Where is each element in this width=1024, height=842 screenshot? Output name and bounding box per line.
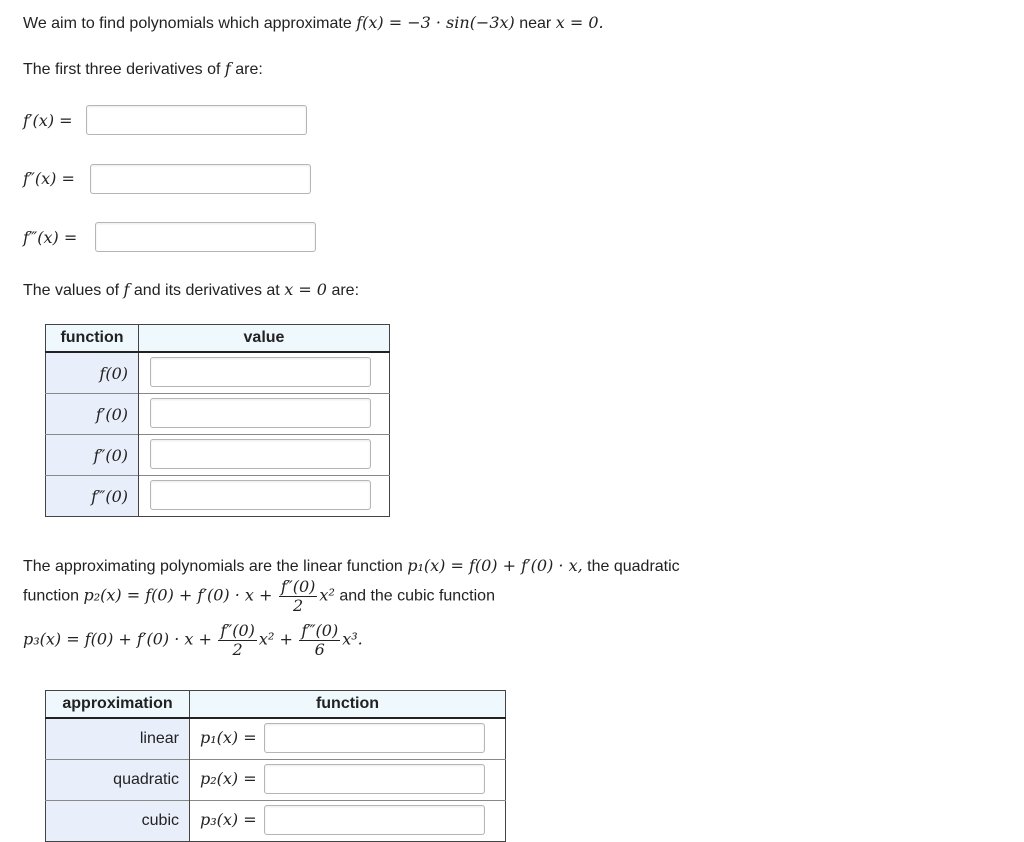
approx-table: [45, 690, 506, 842]
intro-function: f(x) = −3 · sin(−3x): [356, 13, 515, 32]
value-input-f0[interactable]: [150, 357, 371, 387]
intro-point: x = 0.: [555, 13, 604, 32]
intro-sentence: [23, 12, 604, 35]
poly-l3-fraction-b: [299, 622, 340, 659]
approx-input-linear[interactable]: [264, 723, 485, 753]
poly-l2-frac-num: f″(0): [280, 577, 316, 596]
poly-l2-fraction: [279, 578, 318, 615]
poly-l3-frac-a-den: 2: [232, 640, 243, 659]
values-table: [45, 324, 390, 517]
table-row: [46, 801, 506, 842]
poly-l3-formula: p₃(x) = f(0) + f′(0) · x +: [23, 629, 212, 649]
poly-line-3: [23, 622, 363, 659]
derivative-3-label: f‴(x) =: [23, 228, 78, 247]
derivative-2-input[interactable]: [90, 164, 311, 194]
poly-l1-formula: p₁(x) = f(0) + f′(0) · x,: [407, 556, 583, 575]
table-row: [46, 718, 506, 760]
derivative-1-label: f′(x) =: [23, 111, 73, 130]
values-intro-text: The values of: [23, 282, 120, 299]
approx-label-quadratic: quadratic: [46, 760, 190, 801]
approx-func-p2: p₂(x) =: [200, 769, 257, 788]
value-input-f2[interactable]: [150, 439, 371, 469]
approx-header-approximation: approximation: [46, 691, 190, 719]
derivatives-intro-f: f: [224, 59, 231, 78]
table-row: [46, 394, 390, 435]
poly-l3-x3: x³.: [342, 629, 363, 649]
table-row: [46, 435, 390, 476]
value-label-f2: f″(0): [46, 435, 139, 476]
poly-l3-frac-a-num: f″(0): [220, 621, 255, 640]
poly-l2-suffix: and the cubic function: [339, 587, 495, 605]
value-label-f3: f‴(0): [46, 476, 139, 517]
derivatives-intro-text: The first three derivatives of: [23, 61, 221, 78]
poly-line-2: [23, 578, 495, 615]
table-row: [46, 352, 390, 394]
derivative-1-input[interactable]: [86, 105, 307, 135]
derivative-3-input[interactable]: [95, 222, 316, 252]
poly-l3-x2: x² +: [258, 629, 293, 649]
values-intro-suffix: are:: [331, 282, 360, 299]
values-header-function: function: [46, 325, 139, 353]
values-intro-point: x = 0: [284, 280, 327, 299]
poly-l3-fraction-a: [218, 622, 257, 659]
approx-label-cubic: cubic: [46, 801, 190, 842]
poly-l2-frac-den: 2: [293, 596, 304, 615]
approx-label-linear: linear: [46, 718, 190, 760]
intro-near: near: [519, 15, 552, 32]
values-intro-f: f: [123, 280, 130, 299]
derivatives-intro-suffix: are:: [235, 61, 263, 78]
poly-l3-frac-b-num: f‴(0): [301, 621, 339, 640]
approx-header-function: function: [190, 691, 506, 719]
approx-input-quadratic[interactable]: [264, 764, 485, 794]
values-intro: [23, 279, 359, 302]
table-row: [46, 476, 390, 517]
approx-func-p3: p₃(x) =: [200, 810, 257, 829]
poly-l2-text: function: [23, 587, 80, 605]
poly-l1-suffix: the quadratic: [587, 558, 680, 575]
derivative-2-label: f″(x) =: [23, 169, 75, 188]
approx-func-p1: p₁(x) =: [200, 728, 257, 747]
value-label-f0: f(0): [46, 352, 139, 394]
value-label-f1: f′(0): [46, 394, 139, 435]
derivatives-intro: [23, 58, 263, 81]
intro-text: We aim to find polynomials which approximate: [23, 15, 352, 32]
value-input-f1[interactable]: [150, 398, 371, 428]
values-header-value: value: [139, 325, 390, 353]
poly-l2-formula: p₂(x) = f(0) + f′(0) · x +: [83, 585, 273, 605]
poly-line-1: [23, 555, 680, 578]
poly-l3-frac-b-den: 6: [314, 640, 325, 659]
poly-l2-x2: x²: [319, 585, 335, 605]
poly-l1-text: The approximating polynomials are the linear function: [23, 558, 403, 575]
values-intro-middle: and its derivatives at: [133, 282, 280, 299]
value-input-f3[interactable]: [150, 480, 371, 510]
table-row: [46, 760, 506, 801]
